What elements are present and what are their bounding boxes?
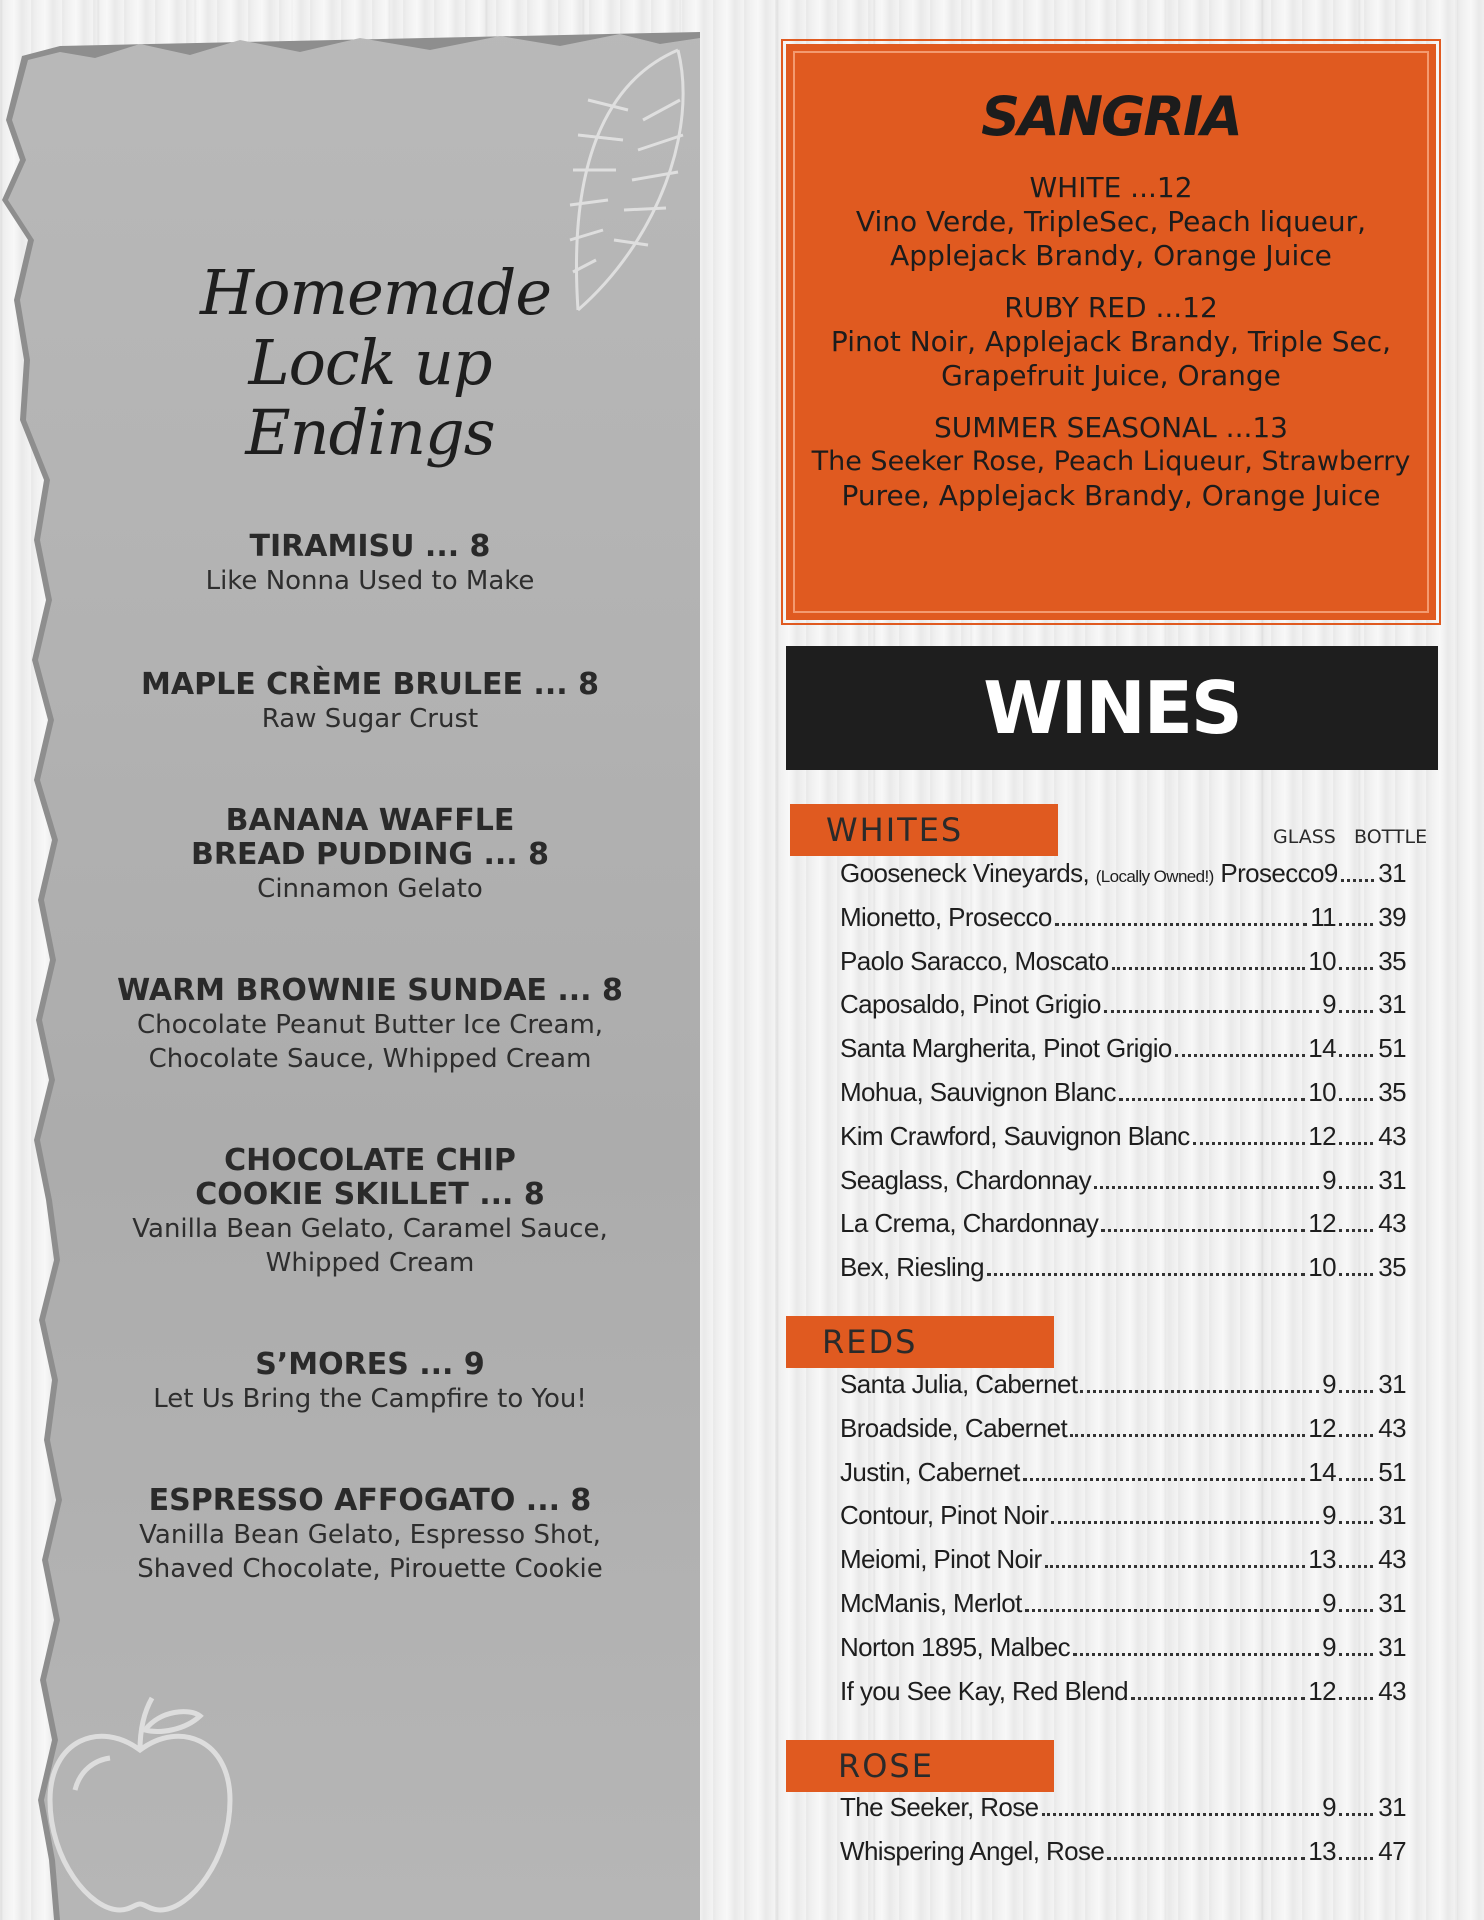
section-header-whites: WHITES xyxy=(790,804,1058,856)
leader-dots xyxy=(1339,1390,1373,1393)
sangria-item-description: Pinot Noir, Applejack Brandy, Triple Sec, xyxy=(830,325,1392,358)
dessert-item-bread-pudding xyxy=(100,804,640,906)
sangria-item-name: SUMMER SEASONAL ...13 xyxy=(934,411,1288,444)
dessert-description: Cinnamon Gelato xyxy=(257,874,483,904)
wine-bottle-price: 43 xyxy=(1378,1412,1406,1443)
wine-list-rose xyxy=(840,1792,1406,1880)
wine-row xyxy=(840,1033,1406,1077)
dessert-item-cookie-skillet xyxy=(100,1144,640,1280)
leader-dots xyxy=(1045,1565,1306,1568)
leader-dots xyxy=(1339,1142,1373,1145)
wine-name: La Crema, Chardonnay xyxy=(840,1208,1099,1239)
wine-row xyxy=(840,1121,1406,1165)
leader-dots xyxy=(1339,967,1373,970)
leader-dots xyxy=(1025,1609,1319,1612)
wine-glass-price: 11 xyxy=(1310,901,1336,932)
wine-note: (Locally Owned!) xyxy=(1095,867,1214,886)
wine-row xyxy=(840,946,1406,990)
leader-dots xyxy=(1119,1098,1305,1101)
leader-dots xyxy=(1339,1697,1373,1700)
dessert-description: Chocolate Sauce, Whipped Cream xyxy=(148,1044,592,1074)
section-header-rose: ROSE xyxy=(786,1740,1054,1792)
leader-dots xyxy=(1101,1229,1305,1232)
wine-name: Santa Julia, Cabernet xyxy=(840,1369,1078,1399)
wine-bottle-price: 31 xyxy=(1378,1792,1406,1822)
sangria-item-description: Applejack Brandy, Orange Juice xyxy=(890,239,1332,272)
dessert-description: Like Nonna Used to Make xyxy=(205,566,535,596)
wine-glass-price: 9 xyxy=(1322,1631,1336,1662)
leader-dots xyxy=(1339,1609,1373,1612)
wine-row xyxy=(840,1077,1406,1121)
wine-bottle-price: 43 xyxy=(1378,1120,1406,1151)
sangria-item-summer-seasonal xyxy=(789,411,1433,513)
wine-name: Meiomi, Pinot Noir xyxy=(840,1544,1042,1575)
section-header-reds: REDS xyxy=(786,1316,1054,1368)
wine-name: Contour, Pinot Noir xyxy=(840,1500,1049,1531)
wine-glass-price: 9 xyxy=(1322,989,1336,1020)
leader-dots xyxy=(1339,1434,1373,1437)
wine-glass-price: 13 xyxy=(1308,1544,1336,1575)
wine-row xyxy=(840,1165,1406,1209)
dessert-item-tiramisu xyxy=(100,530,640,598)
column-header-glass: GLASS xyxy=(1273,826,1336,848)
wine-row xyxy=(840,1792,1406,1836)
wine-row xyxy=(840,1500,1406,1544)
wine-glass-price: 14 xyxy=(1308,1033,1336,1064)
dessert-description: Shaved Chocolate, Pirouette Cookie xyxy=(137,1554,603,1584)
wine-row xyxy=(840,902,1406,946)
wine-name-text: Prosecco xyxy=(1220,858,1324,888)
leader-dots xyxy=(1023,1478,1306,1481)
wine-name: Caposaldo, Pinot Grigio xyxy=(840,989,1101,1020)
wine-name: Justin, Cabernet xyxy=(840,1456,1020,1487)
wine-bottle-price: 31 xyxy=(1378,1631,1406,1662)
wine-bottle-price: 31 xyxy=(1378,858,1406,888)
dessert-description: Vanilla Bean Gelato, Espresso Shot, xyxy=(139,1520,601,1550)
dessert-name: MAPLE CRÈME BRULEE ... 8 xyxy=(141,667,599,702)
wine-row xyxy=(840,1208,1406,1252)
wine-bottle-price: 31 xyxy=(1378,1500,1406,1531)
wine-name xyxy=(840,858,1324,889)
wine-row xyxy=(840,1588,1406,1632)
wine-name: Whispering Angel, Rose xyxy=(840,1835,1105,1866)
wine-glass-price: 12 xyxy=(1308,1675,1336,1706)
wine-bottle-price: 39 xyxy=(1378,901,1406,932)
leader-dots xyxy=(1339,923,1373,926)
wine-bottle-price: 43 xyxy=(1378,1544,1406,1575)
wine-glass-price: 10 xyxy=(1308,1252,1336,1283)
wine-glass-price: 12 xyxy=(1308,1208,1336,1239)
wine-name: Kim Crawford, Sauvignon Blanc xyxy=(840,1120,1190,1151)
dessert-description: Let Us Bring the Campfire to You! xyxy=(153,1384,587,1414)
leader-dots xyxy=(1339,1653,1373,1656)
wine-bottle-price: 35 xyxy=(1378,945,1406,976)
sangria-item-description: The Seeker Rose, Peach Liqueur, Strawberry xyxy=(811,446,1411,477)
wine-name: Mionetto, Prosecco xyxy=(840,901,1052,932)
wine-glass-price: 12 xyxy=(1308,1120,1336,1151)
wine-bottle-price: 51 xyxy=(1378,1033,1406,1064)
wine-name: Paolo Saracco, Moscato xyxy=(840,945,1109,976)
sangria-item-name: WHITE ...12 xyxy=(1029,171,1193,204)
leader-dots xyxy=(1339,1521,1373,1524)
leader-dots xyxy=(1339,1273,1373,1276)
dessert-title-line: Lock up xyxy=(248,326,492,399)
apple-icon xyxy=(40,1690,240,1920)
wine-bottle-price: 43 xyxy=(1378,1208,1406,1239)
leader-dots xyxy=(987,1273,1305,1276)
wine-row xyxy=(840,1836,1406,1880)
column-header-bottle: BOTTLE xyxy=(1354,826,1428,848)
wine-row xyxy=(840,858,1406,902)
dessert-description: Whipped Cream xyxy=(265,1248,475,1278)
wine-glass-price: 10 xyxy=(1308,945,1336,976)
leader-dots xyxy=(1112,967,1306,970)
wine-bottle-price: 35 xyxy=(1378,1076,1406,1107)
wine-glass-price: 9 xyxy=(1322,1164,1336,1195)
sangria-panel xyxy=(786,44,1436,620)
wine-row xyxy=(840,1457,1406,1501)
dessert-description: Chocolate Peanut Butter Ice Cream, xyxy=(136,1010,604,1040)
wine-name: Seaglass, Chardonnay xyxy=(840,1164,1092,1195)
leader-dots xyxy=(1339,1054,1373,1057)
dessert-name: WARM BROWNIE SUNDAE ... 8 xyxy=(117,973,623,1008)
wine-name: Mohua, Sauvignon Blanc xyxy=(840,1076,1116,1107)
wine-bottle-price: 51 xyxy=(1378,1456,1406,1487)
leaf-icon xyxy=(548,40,698,330)
wine-name: McManis, Merlot xyxy=(840,1587,1022,1618)
leader-dots xyxy=(1341,879,1374,882)
dessert-title-line: Homemade xyxy=(200,256,552,329)
wine-glass-price: 10 xyxy=(1308,1076,1336,1107)
wine-name: The Seeker, Rose xyxy=(840,1792,1039,1822)
wine-list-whites xyxy=(840,858,1406,1296)
leader-dots xyxy=(1339,1813,1373,1816)
wine-bottle-price: 31 xyxy=(1378,1369,1406,1399)
leader-dots xyxy=(1339,1857,1373,1860)
leader-dots xyxy=(1055,923,1307,926)
leader-dots xyxy=(1339,1186,1373,1189)
leader-dots xyxy=(1193,1142,1306,1145)
leader-dots xyxy=(1339,1478,1373,1481)
leader-dots xyxy=(1107,1857,1305,1860)
dessert-item-brownie-sundae xyxy=(100,974,640,1076)
dessert-description: Raw Sugar Crust xyxy=(261,704,479,734)
wine-glass-price: 9 xyxy=(1322,1369,1336,1399)
wine-row xyxy=(840,1413,1406,1457)
dessert-item-creme-brulee xyxy=(100,668,640,736)
wine-name: Broadside, Cabernet xyxy=(840,1412,1068,1443)
wine-name-text: Gooseneck Vineyards, xyxy=(840,858,1090,888)
sangria-item-description: Grapefruit Juice, Orange xyxy=(941,359,1281,392)
dessert-title-line: Endings xyxy=(245,396,495,469)
wine-bottle-price: 31 xyxy=(1378,1164,1406,1195)
sangria-item-description: Puree, Applejack Brandy, Orange Juice xyxy=(841,479,1381,512)
wine-row xyxy=(840,1252,1406,1296)
sangria-item-name: RUBY RED ...12 xyxy=(1004,291,1218,324)
wine-row xyxy=(840,1369,1406,1413)
wine-glass-price: 13 xyxy=(1308,1835,1336,1866)
leader-dots xyxy=(1051,1521,1319,1524)
wine-row xyxy=(840,989,1406,1033)
leader-dots xyxy=(1042,1813,1320,1816)
leader-dots xyxy=(1094,1186,1319,1189)
dessert-menu-title xyxy=(200,256,552,469)
wine-row xyxy=(840,1544,1406,1588)
leader-dots xyxy=(1339,1098,1373,1101)
wine-bottle-price: 35 xyxy=(1378,1252,1406,1283)
leader-dots xyxy=(1339,1565,1373,1568)
sangria-item-ruby-red xyxy=(789,291,1433,393)
wine-name: Santa Margherita, Pinot Grigio xyxy=(840,1033,1172,1064)
leader-dots xyxy=(1104,1010,1319,1013)
wine-glass-price: 12 xyxy=(1308,1412,1336,1443)
wine-list-reds xyxy=(840,1369,1406,1719)
leader-dots xyxy=(1080,1390,1319,1393)
wine-name: If you See Kay, Red Blend xyxy=(840,1675,1129,1706)
dessert-name: BANANA WAFFLE BREAD PUDDING ... 8 xyxy=(190,803,550,872)
dessert-name: CHOCOLATE CHIP COOKIE SKILLET ... 8 xyxy=(195,1143,545,1212)
leader-dots xyxy=(1131,1697,1305,1700)
wine-name: Bex, Riesling xyxy=(840,1252,984,1283)
wine-bottle-price: 47 xyxy=(1378,1835,1406,1866)
dessert-description: Vanilla Bean Gelato, Caramel Sauce, xyxy=(132,1214,608,1244)
wines-banner: WINES xyxy=(786,646,1438,770)
wine-glass-price: 9 xyxy=(1323,858,1338,888)
leader-dots xyxy=(1339,1010,1373,1013)
leader-dots xyxy=(1073,1653,1319,1656)
wine-name: Norton 1895, Malbec xyxy=(840,1631,1070,1662)
sangria-item-white xyxy=(789,171,1433,273)
leader-dots xyxy=(1339,1229,1373,1232)
wine-row xyxy=(840,1676,1406,1720)
wine-bottle-price: 43 xyxy=(1378,1675,1406,1706)
sangria-title: SANGRIA xyxy=(981,85,1241,148)
dessert-name: ESPRESSO AFFOGATO ... 8 xyxy=(148,1483,592,1518)
dessert-name: TIRAMISU ... 8 xyxy=(249,529,491,564)
dessert-name: S’MORES ... 9 xyxy=(255,1347,485,1382)
dessert-item-smores xyxy=(100,1348,640,1416)
leader-dots xyxy=(1070,1434,1305,1437)
wine-glass-price: 9 xyxy=(1322,1500,1336,1531)
wine-row xyxy=(840,1632,1406,1676)
wine-glass-price: 14 xyxy=(1308,1456,1336,1487)
wine-bottle-price: 31 xyxy=(1378,1587,1406,1618)
sangria-item-description: Vino Verde, TripleSec, Peach liqueur, xyxy=(855,205,1367,238)
wine-glass-price: 9 xyxy=(1322,1587,1336,1618)
dessert-item-affogato xyxy=(100,1484,640,1586)
leader-dots xyxy=(1175,1054,1306,1057)
wine-glass-price: 9 xyxy=(1322,1792,1336,1822)
wine-bottle-price: 31 xyxy=(1378,989,1406,1020)
